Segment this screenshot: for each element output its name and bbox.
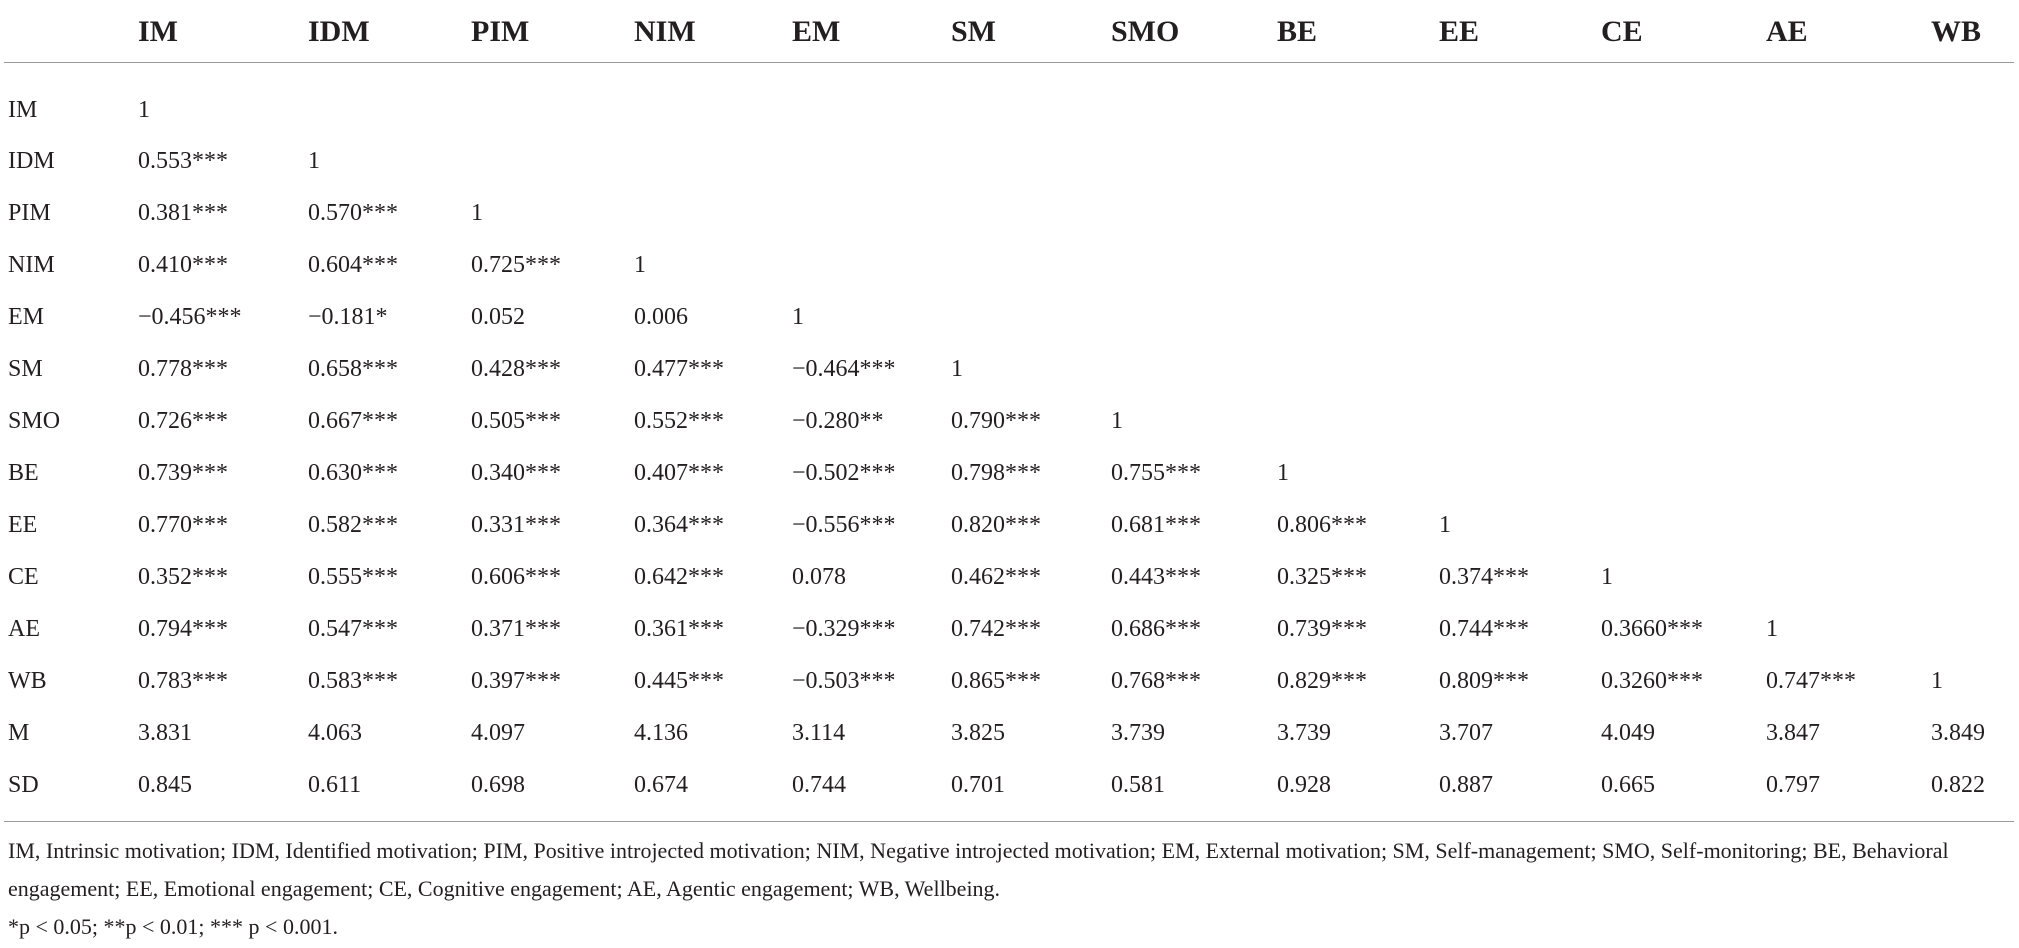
table-cell <box>951 291 1111 343</box>
table-cell: 0.845 <box>138 771 192 798</box>
table-cell: 0.462*** <box>951 563 1041 590</box>
table-cell <box>1766 447 1931 499</box>
row-label: M <box>8 719 30 746</box>
table-row <box>4 759 2014 822</box>
header-row <box>4 0 2014 63</box>
table-cell <box>1766 239 1931 291</box>
table-cell <box>792 187 951 239</box>
table-cell <box>1111 187 1277 239</box>
column-header-ae: AE <box>1766 15 1808 48</box>
table-cell <box>792 63 951 136</box>
table-cell <box>792 135 951 187</box>
table-cell <box>1601 135 1766 187</box>
table-cell: 1 <box>1277 459 1289 486</box>
table-cell: 0.3660*** <box>1601 615 1703 642</box>
table-cell <box>951 135 1111 187</box>
table-cell: 1 <box>471 199 483 226</box>
table-cell: 4.063 <box>308 719 362 746</box>
table-cell <box>1111 343 1277 395</box>
table-cell <box>1277 239 1439 291</box>
table-row <box>4 63 2014 136</box>
column-header-ce: CE <box>1601 15 1643 48</box>
table-cell: 0.681*** <box>1111 511 1201 538</box>
table-cell: 0.790*** <box>951 407 1041 434</box>
header-corner <box>4 0 138 63</box>
abbreviation-note: IM, Intrinsic motivation; IDM, Identified motivation; PIM, Positive introjected motivation; NIM, Negative introjected motivation; EM, External motivation; SM, Self-management; SMO, Self-monitoring; BE, Behavioral engagement; EE, Emotional engagement; CE, Cognitive engagement; AE, Agentic engagement; WB, Wellbeing. <box>8 838 1949 901</box>
table-cell: 0.505*** <box>471 407 561 434</box>
row-label: IDM <box>8 147 55 174</box>
table-cell: 0.725*** <box>471 251 561 278</box>
table-cell: 0.744 <box>792 771 846 798</box>
table-cell: 0.755*** <box>1111 459 1201 486</box>
table-cell <box>951 187 1111 239</box>
table-cell <box>1931 551 2014 603</box>
table-cell: 0.581 <box>1111 771 1165 798</box>
column-header-idm: IDM <box>308 15 370 48</box>
table-cell: 1 <box>1601 563 1613 590</box>
table-cell: 0.364*** <box>634 511 724 538</box>
table-cell: 0.078 <box>792 563 846 590</box>
table-cell: 0.797 <box>1766 771 1820 798</box>
row-label: EM <box>8 303 44 330</box>
table-cell: 4.049 <box>1601 719 1655 746</box>
table-footnote <box>8 832 2008 946</box>
table-cell: 1 <box>1111 407 1123 434</box>
table-cell: 0.381*** <box>138 199 228 226</box>
column-header-smo: SMO <box>1111 15 1180 48</box>
column-header-nim: NIM <box>634 15 696 48</box>
table-cell <box>951 239 1111 291</box>
table-cell <box>1277 291 1439 343</box>
table-cell: 0.630*** <box>308 459 398 486</box>
table-cell <box>1766 395 1931 447</box>
table-cell: 0.445*** <box>634 667 724 694</box>
table-cell <box>1931 499 2014 551</box>
table-cell: 0.739*** <box>138 459 228 486</box>
table-cell <box>1601 343 1766 395</box>
table-cell: 3.739 <box>1277 719 1331 746</box>
table-cell: 1 <box>1766 615 1778 642</box>
table-cell: 0.547*** <box>308 615 398 642</box>
table-row <box>4 707 2014 759</box>
table-cell <box>1931 343 2014 395</box>
table-cell: 0.325*** <box>1277 563 1367 590</box>
table-row <box>4 499 2014 551</box>
table-cell: 0.052 <box>471 303 525 330</box>
table-cell <box>308 63 471 136</box>
table-cell: 0.658*** <box>308 355 398 382</box>
table-cell: −0.329*** <box>792 615 896 642</box>
table-cell: 1 <box>308 147 320 174</box>
significance-note: *p < 0.05; **p < 0.01; *** p < 0.001. <box>8 914 338 939</box>
table-cell: −0.556*** <box>792 511 896 538</box>
table-cell <box>1766 291 1931 343</box>
table-cell: 0.410*** <box>138 251 228 278</box>
table-row <box>4 291 2014 343</box>
table-cell: 4.136 <box>634 719 688 746</box>
table-cell <box>1277 187 1439 239</box>
table-cell: −0.502*** <box>792 459 896 486</box>
table-cell: 0.928 <box>1277 771 1331 798</box>
table-cell: 0.665 <box>1601 771 1655 798</box>
table-cell <box>471 63 634 136</box>
column-header-ee: EE <box>1439 15 1480 48</box>
column-header-be: BE <box>1277 15 1318 48</box>
table-row <box>4 395 2014 447</box>
table-cell: 0.553*** <box>138 147 228 174</box>
table-cell: 0.778*** <box>138 355 228 382</box>
table-cell: 1 <box>1439 511 1451 538</box>
table-cell <box>1931 603 2014 655</box>
table-cell: −0.280** <box>792 407 884 434</box>
table-cell <box>1766 551 1931 603</box>
table-cell <box>1601 499 1766 551</box>
column-header-em: EM <box>792 15 841 48</box>
row-label: EE <box>8 511 38 538</box>
table-cell: 0.428*** <box>471 355 561 382</box>
table-cell <box>1931 63 2014 136</box>
table-cell: 0.604*** <box>308 251 398 278</box>
table-cell <box>1601 187 1766 239</box>
row-label: WB <box>8 667 47 694</box>
table-cell: 0.555*** <box>308 563 398 590</box>
table-cell: 0.582*** <box>308 511 398 538</box>
table-cell <box>1601 239 1766 291</box>
table-cell: 0.744*** <box>1439 615 1529 642</box>
table-cell <box>1931 135 2014 187</box>
table-cell: 0.820*** <box>951 511 1041 538</box>
table-cell: 0.606*** <box>471 563 561 590</box>
table-cell: 0.006 <box>634 303 688 330</box>
table-body <box>4 63 2014 822</box>
table-cell: 0.806*** <box>1277 511 1367 538</box>
table-cell: 0.809*** <box>1439 667 1529 694</box>
table-cell <box>1277 63 1439 136</box>
table-cell: 0.407*** <box>634 459 724 486</box>
table-cell <box>1439 395 1601 447</box>
table-row <box>4 551 2014 603</box>
table-cell <box>1439 291 1601 343</box>
table-cell <box>1766 63 1931 136</box>
table-cell <box>634 63 792 136</box>
table-cell: 0.552*** <box>634 407 724 434</box>
table-cell: 1 <box>951 355 963 382</box>
table-cell: 0.887 <box>1439 771 1493 798</box>
table-cell: 0.642*** <box>634 563 724 590</box>
table-cell <box>1439 343 1601 395</box>
table-cell <box>1111 291 1277 343</box>
table-cell: 0.477*** <box>634 355 724 382</box>
column-header-sm: SM <box>951 15 996 48</box>
table-cell: −0.503*** <box>792 667 896 694</box>
correlation-table <box>4 0 2014 822</box>
table-cell <box>1601 291 1766 343</box>
table-cell: 0.865*** <box>951 667 1041 694</box>
table-cell: 0.570*** <box>308 199 398 226</box>
row-label: SM <box>8 355 43 382</box>
table-cell: −0.464*** <box>792 355 896 382</box>
table-cell: 0.443*** <box>1111 563 1201 590</box>
table-cell <box>1277 135 1439 187</box>
table-cell: 1 <box>138 96 150 123</box>
table-cell <box>634 187 792 239</box>
table-cell: 0.768*** <box>1111 667 1201 694</box>
table-cell <box>1931 291 2014 343</box>
table-cell: 3.831 <box>138 719 192 746</box>
table-row <box>4 239 2014 291</box>
column-header-pim: PIM <box>471 15 530 48</box>
table-cell <box>1601 63 1766 136</box>
column-header-wb: WB <box>1931 15 1982 48</box>
table-cell: 0.374*** <box>1439 563 1529 590</box>
table-cell <box>1931 395 2014 447</box>
table-cell <box>1111 63 1277 136</box>
table-cell <box>471 135 634 187</box>
table-row <box>4 447 2014 499</box>
table-cell: 3.739 <box>1111 719 1165 746</box>
table-cell <box>1439 239 1601 291</box>
table-cell <box>1111 135 1277 187</box>
table-cell <box>1439 135 1601 187</box>
row-label: SD <box>8 771 39 798</box>
table-cell: 0.829*** <box>1277 667 1367 694</box>
table-cell: 0.698 <box>471 771 525 798</box>
table-cell <box>1766 499 1931 551</box>
table-cell: 3.825 <box>951 719 1005 746</box>
table-cell <box>1601 395 1766 447</box>
table-row <box>4 343 2014 395</box>
table-cell: 0.783*** <box>138 667 228 694</box>
table-cell: 0.397*** <box>471 667 561 694</box>
row-label: IM <box>8 96 38 123</box>
table-cell: 3.114 <box>792 719 846 746</box>
table-cell: 3.847 <box>1766 719 1820 746</box>
table-cell: 0.361*** <box>634 615 724 642</box>
table-cell: 0.340*** <box>471 459 561 486</box>
table-cell: 0.701 <box>951 771 1005 798</box>
table-cell: 0.798*** <box>951 459 1041 486</box>
row-label: AE <box>8 615 40 642</box>
table-cell: −0.456*** <box>138 303 242 330</box>
table-cell: 0.3260*** <box>1601 667 1703 694</box>
row-label: CE <box>8 563 39 590</box>
table-row <box>4 603 2014 655</box>
table-cell: 0.667*** <box>308 407 398 434</box>
table-cell: 3.849 <box>1931 719 1985 746</box>
table-cell <box>634 135 792 187</box>
table-row <box>4 187 2014 239</box>
table-cell: 0.611 <box>308 771 362 798</box>
table-cell: 0.742*** <box>951 615 1041 642</box>
table-cell <box>1439 63 1601 136</box>
table-cell: 1 <box>1931 667 1943 694</box>
table-cell: 0.686*** <box>1111 615 1201 642</box>
table-cell <box>1439 187 1601 239</box>
table-cell: 0.747*** <box>1766 667 1856 694</box>
table-cell <box>951 63 1111 136</box>
table-cell: 0.726*** <box>138 407 228 434</box>
table-cell: −0.181* <box>308 303 388 330</box>
row-label: NIM <box>8 251 55 278</box>
table-cell: 4.097 <box>471 719 525 746</box>
table-cell: 1 <box>792 303 804 330</box>
table-cell: 0.371*** <box>471 615 561 642</box>
table-cell: 0.583*** <box>308 667 398 694</box>
table-cell: 0.331*** <box>471 511 561 538</box>
table-cell <box>1766 343 1931 395</box>
table-cell: 0.739*** <box>1277 615 1367 642</box>
row-label: SMO <box>8 407 61 434</box>
table-cell: 0.674 <box>634 771 688 798</box>
table-cell <box>792 239 951 291</box>
table-cell <box>1931 239 2014 291</box>
table-cell <box>1439 447 1601 499</box>
table-cell <box>1931 447 2014 499</box>
column-header-im: IM <box>138 15 178 48</box>
table-cell: 3.707 <box>1439 719 1493 746</box>
table-cell <box>1601 447 1766 499</box>
table-cell <box>1766 135 1931 187</box>
table-cell: 0.794*** <box>138 615 228 642</box>
row-label: BE <box>8 459 39 486</box>
table-row <box>4 655 2014 707</box>
table-cell: 0.822 <box>1931 771 1985 798</box>
table-row <box>4 135 2014 187</box>
row-label: PIM <box>8 199 51 226</box>
table-cell <box>1111 239 1277 291</box>
table-cell <box>1277 343 1439 395</box>
table-cell: 0.770*** <box>138 511 228 538</box>
table-cell: 1 <box>634 251 646 278</box>
table-cell: 0.352*** <box>138 563 228 590</box>
table-cell <box>1766 187 1931 239</box>
table-cell <box>1277 395 1439 447</box>
table-cell <box>1931 187 2014 239</box>
